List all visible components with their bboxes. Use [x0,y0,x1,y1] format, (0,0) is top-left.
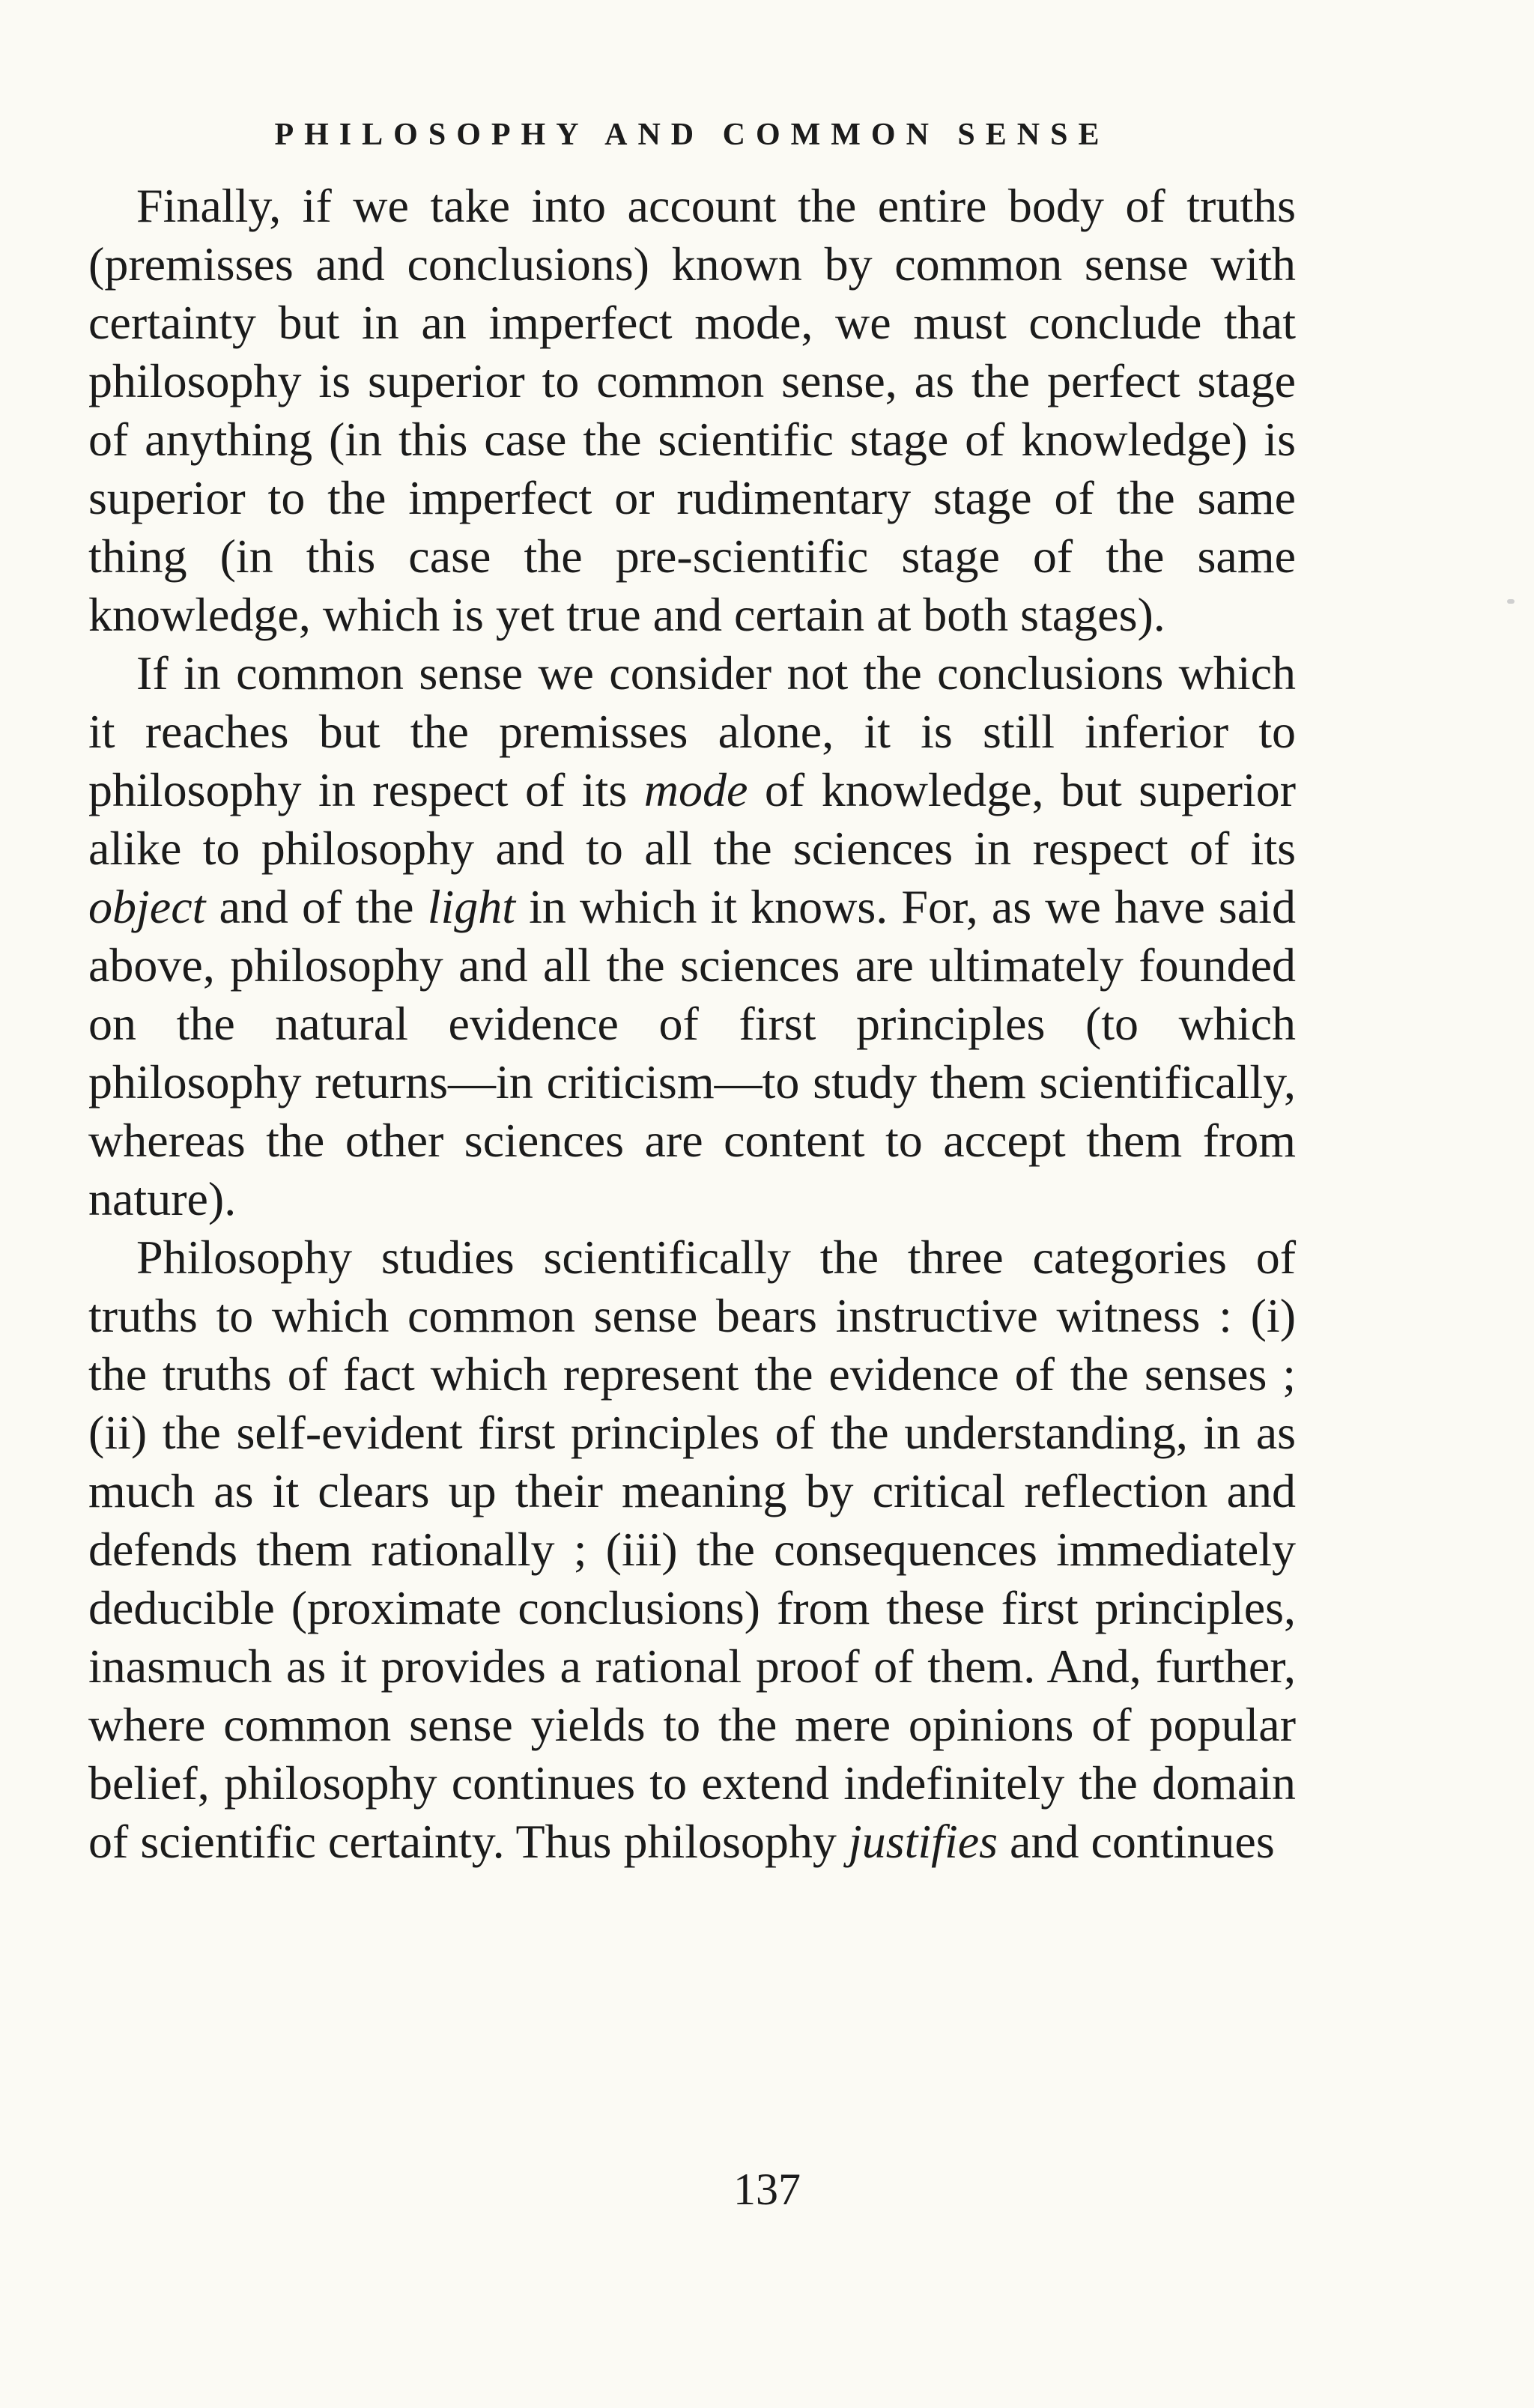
text-run: and continues [998,1815,1275,1868]
text-run: of knowledge, but superior alike to philosophy and to all the sciences in respect of its [88,763,1296,875]
running-head: PHILOSOPHY AND COMMON SENSE [274,118,1110,152]
paragraph-2 [88,644,1296,1228]
italic-term-light: light [427,880,516,933]
paragraph-1 [88,177,1296,644]
book-page [88,112,1296,1871]
text-run: and of the [205,880,428,933]
text-run: Finally, if we take into account the entire body of truths (premisses and conclusions) known by common sense with certainty but in an imperfect mode, we must conclude that philosophy is superior to common sense, as the perfect stage of anything (in this case the scientific stage of knowledge) is superior to the imperfect or rudimentary stage of the same thing (in this case the pre-scientific stage of the same knowledge, which is yet true and certain at both stages). [88,179,1296,641]
text-run: Philosophy studies scientifically the three categories of truths to which common sense bears instructive witness : (i) the truths of fact which represent the evidence of the senses ; (ii) the self-evident first principles of the understanding, in as much as it clears up their meaning by critical reflection and defends them rationally ; (iii) the consequences immediately deducible (proximate conclusions) from these first principles, inasmuch as it provides a rational proof of them. And, further, where common sense yields to the mere opinions of popular belief, philosophy continues to extend indefinitely the domain of scientific certainty. Thus philosophy [88,1231,1296,1868]
text-run: If in common sense we consider not the conclusions which it reaches but the premisses alone, it is still inferior to philosophy in respect of its [88,646,1296,816]
paragraph-3 [88,1228,1296,1871]
body-text [88,177,1296,1871]
scan-speck [1507,599,1515,604]
italic-term-mode: mode [643,763,748,816]
page-number: 137 [733,2165,801,2214]
text-run: in which it knows. For, as we have said above, philosophy and all the sciences are ultimately founded on the natural evidence of first principles (to which philosophy returns—in criticism—to study them scientifically, whereas the other sciences are content to accept them from nature). [88,880,1297,1225]
italic-term-justifies: justifies [848,1815,998,1868]
italic-term-object: object [88,880,206,933]
